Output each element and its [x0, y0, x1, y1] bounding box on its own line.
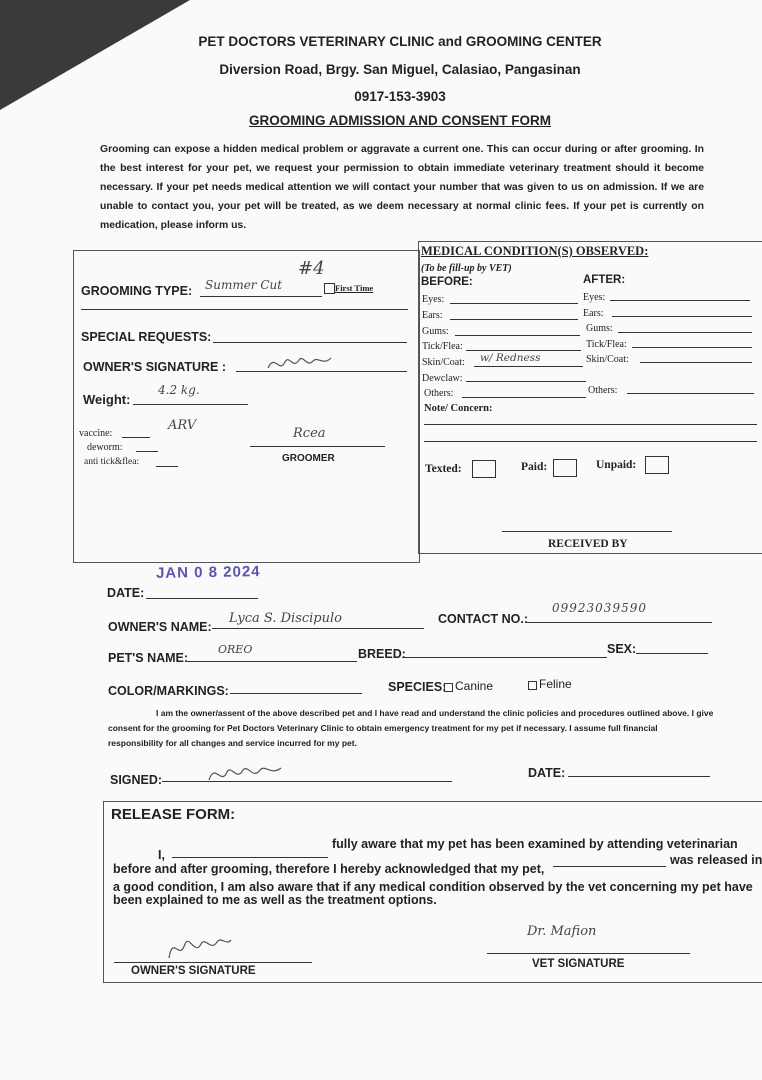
received-by-label: RECEIVED BY — [548, 538, 628, 550]
date-stamp: JAN 0 8 2024 — [155, 563, 261, 582]
before-ears-label: Ears: — [422, 310, 443, 321]
special-requests-label: SPECIAL REQUESTS: — [81, 330, 212, 344]
special-requests-line — [213, 342, 407, 343]
before-others-line — [462, 397, 586, 398]
before-gums-line — [455, 335, 580, 336]
release-line-3: a good condition, I am also aware that if any medical condition observed by the vet concerning my pet have — [113, 880, 753, 894]
after-ears-line — [612, 316, 752, 317]
after-gums-label: Gums: — [586, 323, 613, 334]
sex-label: SEX: — [607, 642, 637, 656]
deworm-label: deworm: — [87, 442, 123, 453]
color-line — [230, 693, 362, 694]
contact-line — [527, 622, 712, 623]
before-eyes-line — [450, 303, 578, 304]
after-gums-line — [618, 332, 752, 333]
release-line-1: fully aware that my pet has been examined by attending veterinarian — [332, 837, 738, 851]
grooming-type-value: Summer Cut — [205, 278, 283, 292]
color-label: COLOR/MARKINGS: — [108, 684, 229, 698]
before-eyes-label: Eyes: — [422, 294, 445, 305]
owner-name-label: OWNER'S NAME: — [108, 620, 212, 634]
sex-line — [636, 653, 708, 654]
signed-signature-scribble — [205, 758, 285, 788]
before-dewclaw-label: Dewclaw: — [422, 373, 463, 384]
groomer-label: GROOMER — [282, 453, 335, 464]
grooming-type-line — [200, 296, 322, 297]
contact-value: 09923039590 — [552, 601, 647, 615]
owner-signature-release-line — [114, 962, 312, 963]
first-time-checkbox[interactable] — [324, 283, 335, 294]
feline-label: Feline — [539, 677, 572, 691]
medical-title: MEDICAL CONDITION(S) OBSERVED: — [421, 244, 649, 258]
after-tick-label: Tick/Flea: — [586, 339, 627, 350]
date-line — [146, 598, 258, 599]
before-label: BEFORE: — [421, 276, 473, 288]
groomer-line — [250, 446, 385, 447]
vet-signature-label: VET SIGNATURE — [532, 958, 625, 970]
paid-checkbox[interactable] — [553, 459, 577, 477]
after-label: AFTER: — [583, 274, 626, 286]
pet-name-value: OREO — [218, 643, 253, 656]
medical-subtitle: (To be fill-up by VET) — [421, 263, 512, 274]
clinic-name: PET DOCTORS VETERINARY CLINIC and GROOMING CENTER — [198, 34, 602, 49]
release-name-line — [172, 857, 328, 858]
texted-checkbox[interactable] — [472, 460, 496, 478]
after-skin-line — [640, 362, 752, 363]
unpaid-checkbox[interactable] — [645, 456, 669, 474]
owner-name-line — [212, 628, 424, 629]
before-others-label: Others: — [424, 388, 454, 399]
paid-label: Paid: — [521, 461, 548, 473]
anti-tick-line — [156, 466, 178, 467]
after-eyes-line — [610, 300, 750, 301]
after-eyes-label: Eyes: — [583, 292, 606, 303]
before-skin-label: Skin/Coat: — [422, 357, 465, 368]
groomer-signature: Rcea — [293, 426, 326, 441]
breed-label: BREED: — [358, 647, 406, 661]
signed-label: SIGNED: — [110, 773, 163, 787]
before-gums-label: Gums: — [422, 326, 449, 337]
before-skin-value: w/ Redness — [480, 352, 541, 364]
form-title: GROOMING ADMISSION AND CONSENT FORM — [249, 113, 551, 128]
after-tick-line — [632, 347, 752, 348]
note-line-2 — [424, 441, 757, 442]
release-pet-line — [553, 866, 666, 867]
release-owner-signature-label: OWNER'S SIGNATURE — [131, 965, 256, 977]
signed-date-label: DATE: — [528, 766, 566, 780]
intro-paragraph: Grooming can expose a hidden medical problem or aggravate a current one. This can occur during or after grooming. In the best interest for your pet, we request your permission to obtain immediate veterinary treatment should it become necessary. If your pet needs medical attention we will contact your number that was given to us on admission. If we are unable to contact you, your pet will be treated, as we deem necessary at normal clinic fees. If your pet is currently on medication, please inform us. — [100, 144, 704, 231]
anti-tick-label: anti tick&flea: — [84, 457, 140, 467]
contact-label: CONTACT NO.: — [438, 612, 529, 626]
release-line-2a: before and after grooming, therefore I hereby acknowledged that my pet, — [113, 862, 545, 876]
release-line-4: been explained to me as well as the treatment options. — [113, 893, 437, 907]
deworm-line — [136, 451, 158, 452]
vaccine-label: vaccine: — [79, 428, 113, 439]
note-label: Note/ Concern: — [424, 403, 493, 414]
after-ears-label: Ears: — [583, 308, 604, 319]
canine-checkbox[interactable] — [444, 683, 453, 692]
note-line-1 — [424, 424, 757, 425]
before-dewclaw-line — [466, 381, 586, 382]
vet-signature-value: Dr. Mafion — [527, 924, 597, 939]
consent-paragraph: I am the owner/assent of the above described pet and I have read and understand the clinic policies and procedures outlined above. I give consent for the grooming for Pet Doctors Veterinary Clinic to obtain emergency treatment for my pet if necessary. I assume full financial responsibility for all changes and service incurred for my pet. — [108, 708, 714, 748]
breed-line — [402, 657, 607, 658]
weight-label: Weight: — [83, 392, 131, 407]
texted-label: Texted: — [425, 463, 462, 475]
clinic-phone: 0917-153-3903 — [354, 89, 446, 104]
grooming-number: #4 — [298, 258, 325, 279]
date-label: DATE: — [107, 586, 145, 600]
species-label: SPECIES: — [388, 680, 447, 694]
release-owner-signature-scribble — [165, 928, 235, 964]
pet-name-line — [187, 661, 357, 662]
vet-signature-line — [487, 953, 690, 954]
grooming-type-line-2 — [81, 309, 408, 310]
pet-name-label: PET'S NAME: — [108, 651, 189, 665]
owner-signature-scribble — [265, 348, 335, 376]
after-others-line — [627, 393, 754, 394]
signed-date-line — [568, 776, 710, 777]
received-by-line — [502, 531, 672, 532]
clinic-address: Diversion Road, Brgy. San Miguel, Calasiao, Pangasinan — [219, 62, 581, 77]
grooming-type-label: GROOMING TYPE: — [81, 284, 193, 298]
before-tick-label: Tick/Flea: — [422, 341, 463, 352]
weight-line — [133, 404, 248, 405]
weight-value: 4.2 kg. — [158, 383, 200, 397]
first-time-label: First Time — [335, 283, 374, 293]
release-i: I, — [158, 848, 165, 862]
release-title: RELEASE FORM: — [111, 806, 236, 823]
vaccine-value: ARV — [168, 418, 197, 433]
before-tick-line — [466, 350, 581, 351]
owner-name-value: Lyca S. Discipulo — [229, 611, 342, 626]
before-ears-line — [450, 319, 578, 320]
release-line-2b: was released in — [670, 853, 762, 867]
after-skin-label: Skin/Coat: — [586, 354, 629, 365]
vaccine-line — [122, 437, 150, 438]
owner-signature-label: OWNER'S SIGNATURE : — [83, 360, 227, 374]
feline-checkbox[interactable] — [528, 681, 537, 690]
canine-label: Canine — [455, 679, 494, 693]
before-skin-line — [474, 366, 583, 367]
unpaid-label: Unpaid: — [596, 459, 637, 471]
after-others-label: Others: — [588, 385, 618, 396]
